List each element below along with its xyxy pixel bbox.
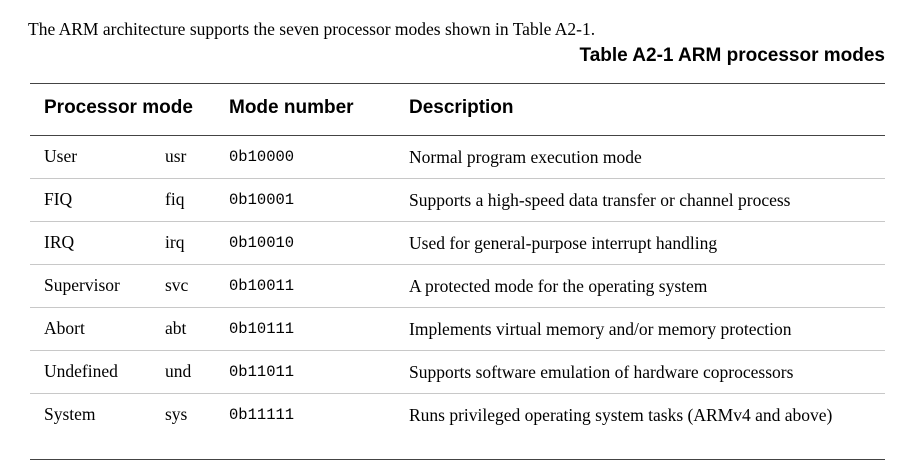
mode-abbreviation: irq <box>165 232 185 252</box>
mode-description: Supports a high-speed data transfer or channel process <box>409 190 791 210</box>
mode-number: 0b11011 <box>229 363 295 381</box>
mode-number: 0b10010 <box>229 234 295 252</box>
mode-abbreviation: und <box>165 361 192 381</box>
mode-name: System <box>44 404 96 424</box>
mode-name: User <box>44 146 78 166</box>
mode-number: 0b10011 <box>229 277 295 295</box>
mode-name: IRQ <box>44 232 75 252</box>
mode-abbreviation: abt <box>165 318 187 338</box>
processor-modes-table <box>30 83 885 460</box>
mode-name: Undefined <box>44 361 118 381</box>
mode-abbreviation: sys <box>165 404 188 424</box>
table-caption: Table A2-1 ARM processor modes <box>579 45 885 66</box>
table-row <box>30 265 885 308</box>
mode-number: 0b10001 <box>229 191 295 209</box>
mode-name: Supervisor <box>44 275 120 295</box>
header-description: Description <box>409 97 514 118</box>
mode-name: FIQ <box>44 189 73 209</box>
table-row <box>30 222 885 265</box>
mode-number: 0b10000 <box>229 148 295 166</box>
table-row <box>30 308 885 351</box>
mode-description: Supports software emulation of hardware coprocessors <box>409 362 794 382</box>
table-row <box>30 179 885 222</box>
mode-number: 0b11111 <box>229 406 295 424</box>
header-mode-number: Mode number <box>229 97 354 118</box>
mode-description: Normal program execution mode <box>409 147 642 167</box>
mode-abbreviation: fiq <box>165 189 185 209</box>
mode-abbreviation: svc <box>165 275 189 295</box>
mode-description: Used for general-purpose interrupt handling <box>409 233 718 253</box>
table-row <box>30 351 885 394</box>
header-processor-mode: Processor mode <box>44 97 193 118</box>
mode-abbreviation: usr <box>165 146 187 166</box>
intro-paragraph: The ARM architecture supports the seven processor modes shown in Table A2-1. <box>28 18 596 39</box>
mode-description: Runs privileged operating system tasks (ARMv4 and above) <box>409 405 833 425</box>
mode-description: A protected mode for the operating system <box>409 276 708 296</box>
mode-description: Implements virtual memory and/or memory protection <box>409 319 792 339</box>
table-header-row <box>30 84 885 136</box>
mode-number: 0b10111 <box>229 320 295 338</box>
mode-name: Abort <box>44 318 85 338</box>
table-row <box>30 136 885 179</box>
table-row <box>30 394 885 459</box>
